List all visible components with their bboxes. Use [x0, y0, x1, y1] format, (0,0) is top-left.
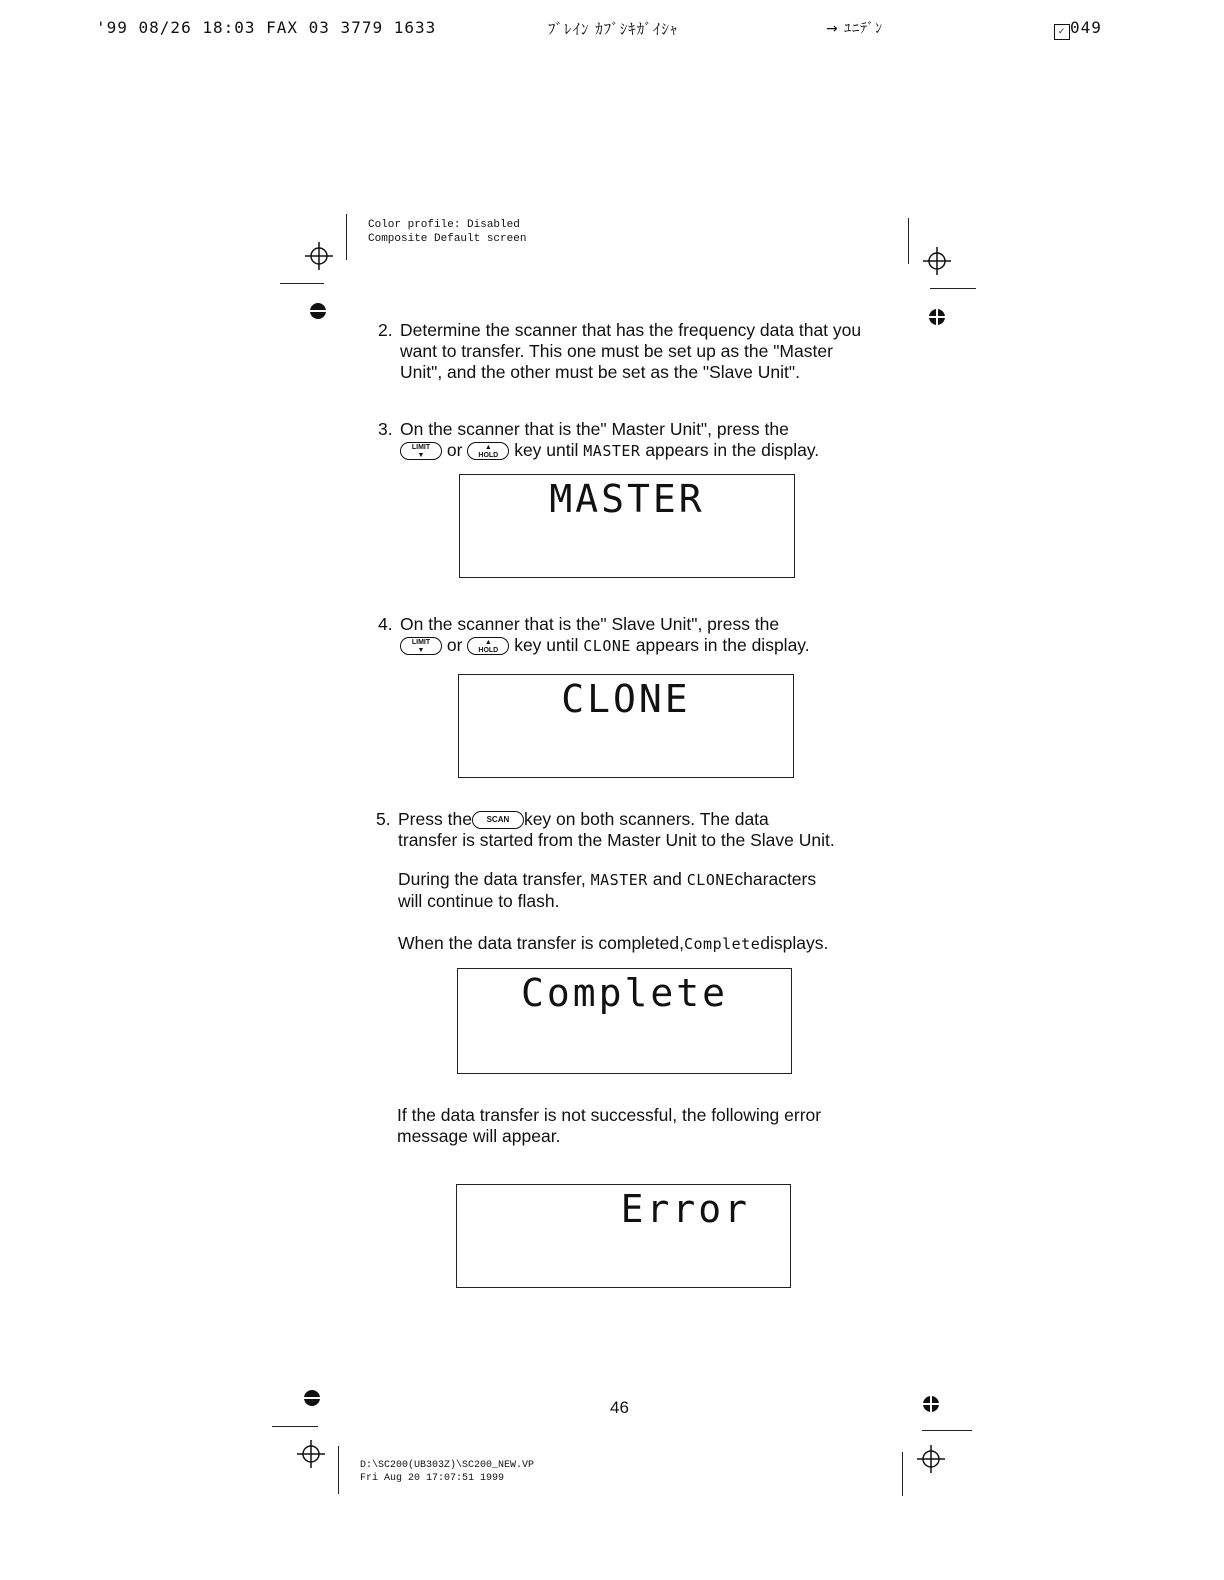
fax-icon: ✓: [1054, 24, 1070, 40]
fax-page-counter: ✓ 049: [1054, 18, 1102, 40]
crop-mark-line: [280, 283, 324, 284]
hold-key-icon: ▲ HOLD: [467, 637, 509, 655]
crop-mark-line: [922, 1430, 972, 1431]
step-4: 4. On the scanner that is the" Slave Unit", press the LIMIT ▼ or ▲ HOLD key until CLONE appears in the display.: [378, 614, 810, 655]
hold-key-icon: ▲ HOLD: [467, 442, 509, 460]
limit-key-icon: LIMIT ▼: [400, 637, 442, 655]
step-5: 5. Press the SCAN key on both scanners. The data transfer is started from the Master Unit to the Slave Unit.: [376, 809, 835, 850]
crop-mark-line: [902, 1452, 903, 1496]
file-footer: D:\SC200(UB303Z)\SC200_NEW.VP Fri Aug 20 17:07:51 1999: [360, 1460, 535, 1484]
fax-header-left: '99 08/26 18:03 FAX 03 3779 1633: [96, 18, 437, 37]
fax-header-recipient: → ﾕﾆﾃﾞﾝ: [826, 21, 884, 37]
step-2: 2. Determine the scanner that has the frequency data that you want to transfer. This one must be set up as the "Master Unit", and the other must be set as the "Slave Unit".: [378, 320, 862, 382]
scan-key-icon: SCAN: [472, 811, 524, 829]
crop-mark-line: [338, 1446, 339, 1494]
alignment-dot-icon: [308, 301, 328, 321]
lcd-display-master: MASTER: [459, 474, 795, 578]
crop-mark-line: [930, 288, 976, 289]
page-number: 46: [610, 1398, 629, 1417]
lcd-display-clone: CLONE: [458, 674, 794, 778]
step-3: 3. On the scanner that is the" Master Unit", press the LIMIT ▼ or ▲ HOLD key until MASTER appears in the display.: [378, 419, 820, 460]
limit-key-icon: LIMIT ▼: [400, 442, 442, 460]
lcd-display-complete: Complete: [457, 968, 792, 1074]
print-profile: Color profile: Disabled Composite Default screen: [368, 219, 527, 245]
lcd-display-error: Error: [456, 1184, 791, 1288]
alignment-dot-icon: [927, 307, 947, 327]
crop-mark-line: [346, 214, 347, 260]
during-transfer-note: During the data transfer, MASTER and CLONEcharacters will continue to flash.: [398, 869, 817, 911]
registration-mark-icon: [917, 1445, 945, 1473]
alignment-dot-icon: [302, 1388, 322, 1408]
completed-note: When the data transfer is completed,Completedisplays.: [398, 933, 829, 953]
alignment-dot-icon: [921, 1394, 941, 1414]
crop-mark-line: [908, 218, 909, 264]
registration-mark-icon: [305, 242, 333, 270]
error-note: If the data transfer is not successful, the following error message will appear.: [397, 1105, 822, 1146]
registration-mark-icon: [297, 1440, 325, 1468]
fax-header-sender: ﾌﾞﾚｲﾝ ｶﾌﾞｼｷｶﾞｲｼｬ: [548, 20, 679, 38]
registration-mark-icon: [923, 247, 951, 275]
crop-mark-line: [272, 1426, 318, 1427]
